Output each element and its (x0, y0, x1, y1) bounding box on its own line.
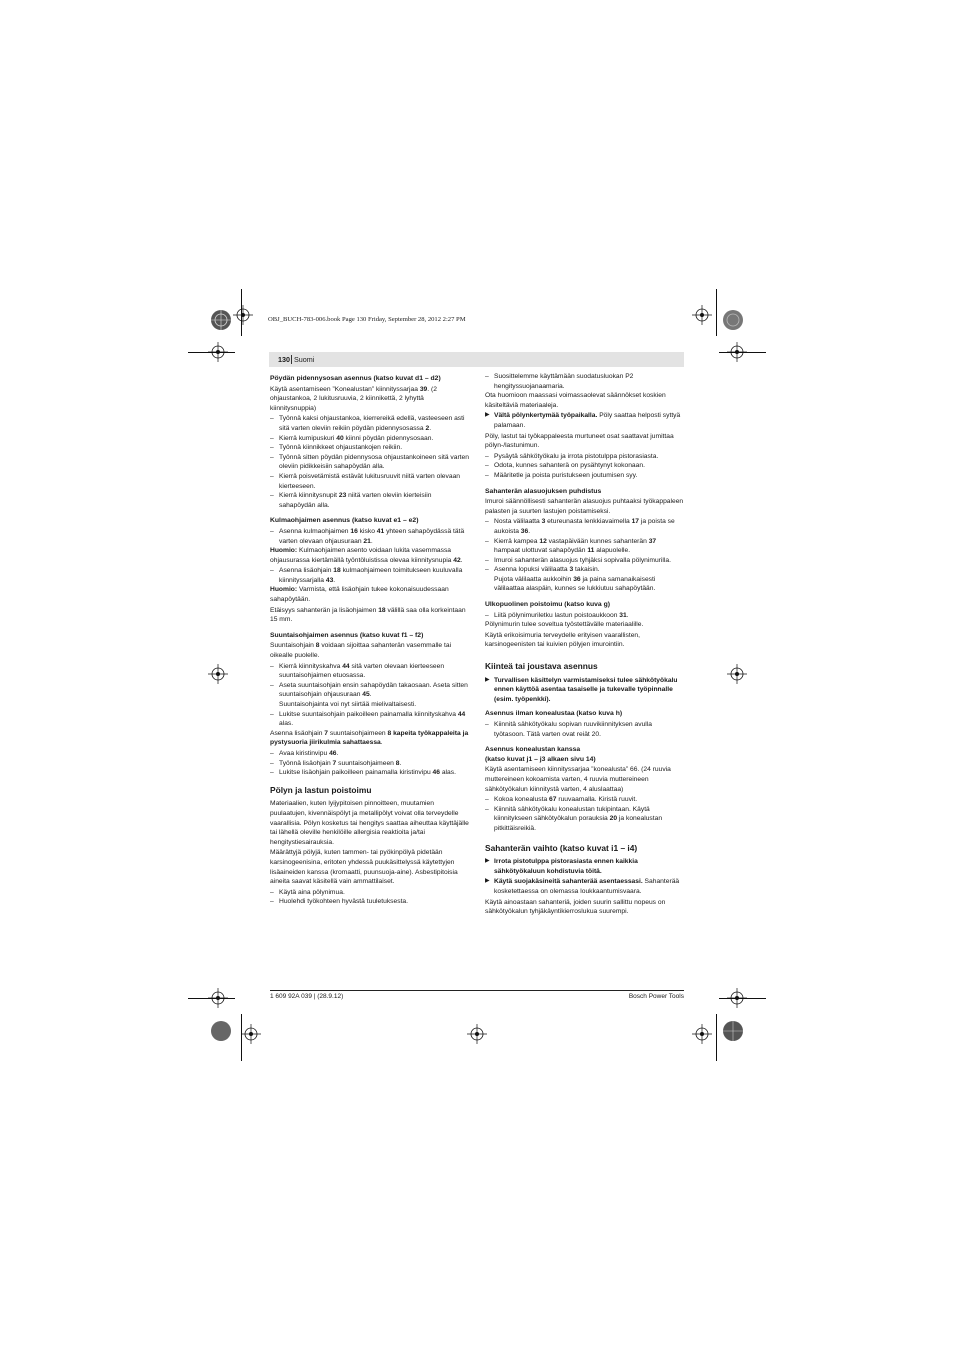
warning-arrow-icon: ▶ (485, 412, 490, 419)
paragraph: Imuroi säännöllisesti sahanterän alasuojus puhtaaksi työkappaleen palasten ja suurten lastujen poistamiseksi. (485, 498, 684, 515)
list-item: – Kiinnitä sähkötyökalu sopivan ruuvikiinnityksen avulla työtasoon. Tätä varten ovat reiät 20. (485, 721, 652, 738)
section-heading: Asennus konealustan kanssa (485, 746, 581, 754)
section-heading: Suuntaisohjaimen asennus (katso kuvat f1 – f2) (270, 631, 424, 639)
crosshair-mark-icon (208, 342, 228, 362)
section-heading: Pöydän pidennysosan asennus (katso kuvat d1 – d2) (270, 375, 441, 382)
warning-item: ▶ Turvallisen käsittelyn varmistamiseksi tulee sähkötyökalu ennen käyttöä asentaa tasaiselle ja tukevalle työpinnalle (esim. työpenkki). (485, 676, 678, 703)
section-heading: Asennus ilman konealustaa (katso kuva h) (485, 710, 623, 718)
section-title: Pölyn ja lastun poistoimu (270, 784, 372, 795)
crosshair-mark-icon (692, 1024, 712, 1044)
list-item: – Pysäytä sähkötyökalu ja irrota pistotulppa pistorasiasta. (485, 452, 659, 460)
warning-item: ▶ Käytä suojakäsineitä sahanterää asentaessasi. Sahanterää kosketettaessa on olemassa loukkaantumisvaara. (485, 878, 680, 895)
crosshair-mark-icon (692, 305, 712, 325)
list-item: – Kierrä kiinnitysnupit 23 niitä varten oleviin kierteisiin sahapöydän alla. (270, 492, 432, 509)
warning-item: ▶ Vältä pölynkertymää työpaikalla. Pöly saattaa helposti syttyä palamaan. (485, 412, 681, 429)
list-item: – Kierrä kumipuskuri 40 kiinni pöydän pidennysosaan. (270, 434, 434, 442)
crosshair-mark-icon (727, 664, 747, 684)
list-item: – Asenna lisäohjain 18 kulmaohjaimeen toimitukseen kuuluvalla kiinnityssarjalla 43. (270, 567, 463, 584)
list-item: – Avaa kiristinvipu 46. (270, 749, 339, 757)
note: Huomio: Kulmaohjaimen asento voidaan lukita vasemmassa ohjausurassa kiertämällä työntöluistissa olevaa kiinnitysnupia 42. (270, 547, 463, 564)
left-column (270, 372, 469, 907)
paragraph: Suuntaisohjain 8 voidaan sijoittaa sahanterän vasemmalle tai oikealle puolelle. (270, 642, 452, 660)
list-item: – Kierrä kiinnityskahva 44 sitä varten olevaan kierteeseen suuntaisohjaimen etuosassa. (270, 662, 445, 680)
footer-brand: Bosch Power Tools (628, 993, 684, 1000)
list-item: – Kiinnitä sähkötyökalu konealustan tukipintaan. Käytä kiinnitykseen sähkötyökalun porauksia 20 ja konealustan pitkittäisreikiä. (485, 805, 663, 832)
list-item: – Työnnä sitten pöydän pidennysosa ohjaustankoineen sitä varten oleviin pidikkeisiin sahapöydän alla. (270, 453, 469, 471)
header-divider (291, 355, 292, 364)
paragraph: Etäisyys sahanterän ja lisäohjaimen 18 välillä saa olla korkeintaan 15 mm. (270, 606, 466, 624)
list-item: – Odota, kunnes sahanterä on pysähtynyt kokonaan. (485, 462, 645, 470)
paragraph: Määrättyjä pölyjä, kuten tammen- tai pyökinpölyä pidetään karsinogeenisina, eritoten yhdessä puukäsittelyssä käytettyjen lisäaineiden kanssa (kromaatti, puunsuoja-aine). Asbestipitoisia aineita saavat käsitellä vain ammattilaiset. (270, 849, 458, 886)
section-heading: Sahanterän alasuojuksen puhdistus (485, 487, 602, 495)
note: Huomio: Varmista, että lisäohjain tukee kokonaisuudessaan sahapöytään. (270, 586, 449, 604)
paragraph: Asenna lisäohjain 7 suuntaisohjaimeen 8 kapeita työkappaleita ja pystysuoria jiirikulmia sahattaessa. (270, 729, 469, 747)
paragraph: Käytä asentamiseen kiinnityssarjaa ”konealusta” 66. (24 ruuvia muttereineen kokoamista varten, 4 ruuvia muttereineen sähkötyökalun kiinnitystä varten, 4 aluslaattaa) (485, 766, 671, 793)
page-number: 130 (278, 355, 290, 364)
list-item: – Lukitse lisäohjain paikoilleen painamalla kiristinvipu 46 alas. (270, 769, 456, 777)
list-item: – Määritetle ja poista puristukseen joutumisen syy. (485, 471, 638, 479)
section-heading: Kulmaohjaimen asennus (katso kuvat e1 – e2) (270, 517, 419, 525)
registration-mark-icon (720, 307, 746, 333)
paragraph: Pöly, lastut tai työkappaleesta murtuneet osat saattavat jumittaa pölyn-/lastunimun. (485, 432, 674, 450)
right-column (485, 372, 684, 918)
list-item: – Aseta suuntaisohjain ensin sahapöydän takaosaan. Aseta sitten suuntaisohjain ohjausuraan 45. Suuntaisohjainta voi nyt siirtää mielivaltaisesti. (270, 681, 468, 708)
list-item: – Imuroi sahanterän alasuojus tyhjäksi sopivalla pölynimurilla. (485, 556, 671, 564)
list-item: – Nosta välilaatta 3 etureunasta lenkkiavaimella 17 ja poista se aukoista 36. (485, 518, 675, 535)
warning-arrow-icon: ▶ (485, 878, 490, 885)
paragraph: Materiaalien, kuten lyijypitoisen pinnoitteen, muutamien puulaatujen, kivennäispölyt ja metallipölyt voivat olla terveydelle vaarallisia. Pölyn kosketus tai hengitys saattaa aiheuttaa käyttäjälle tai lähellä oleville henkilöille allergisia reaktioita ja/tai hengitystiesairauksia. (270, 800, 469, 846)
crosshair-mark-icon (208, 664, 228, 684)
section-title: Kiinteä tai joustava asennus (485, 661, 598, 672)
section-heading: (katso kuvat j1 – j3 alkaen sivu 14) (485, 755, 596, 763)
crosshair-mark-icon (241, 1024, 261, 1044)
registration-mark-icon (720, 1018, 746, 1044)
list-item: – Asenna lopuksi välilaatta 3 takaisin. Pujota välilaatta aukkoihin 36 ja paina samanaikaisesti välilaattaa alaspäin, kunnes se lukkiutuu sahapöytään. (485, 566, 656, 593)
warning-item: ▶ Irrota pistotulppa pistorasiasta ennen kaikkia sähkötyökaluun kohdistuvia töitä. (485, 858, 638, 875)
section-heading: Ulkopuolinen poistoimu (katso kuva g) (485, 601, 610, 609)
list-item: – Kierrä poisvetämistä estävät lukitusruuvit niitä varten olevaan kierteeseen. (270, 472, 461, 490)
list-item: – Työnnä lisäohjain 7 suuntaisohjaimeen 8. (270, 759, 402, 767)
paragraph: Pölynimurin tulee soveltua työstettävälle materiaalille. (485, 621, 644, 629)
warning-arrow-icon: ▶ (485, 858, 490, 865)
crosshair-mark-icon (727, 342, 747, 362)
crosshair-mark-icon (467, 1024, 487, 1044)
list-item: – Työnnä kaksi ohjaustankoa, kierrereikä edellä, vasteeseen asti sitä varten oleviin reikiin pöydän pidennysosassa 2. (270, 415, 465, 432)
registration-mark-icon (208, 1018, 234, 1044)
list-item: – Lukitse suuntaisohjain paikoilleen painamalla kiinnityskahva 44 alas. (270, 710, 466, 728)
warning-arrow-icon: ▶ (485, 676, 490, 683)
paragraph: Käytä ainoastaan sahanteriä, joiden suurin sallittu nopeus on sähkötyökalun tyhjäkäyntikierroslukua suurempi. (485, 898, 666, 916)
paragraph: Ota huomioon maassasi voimassaolevat säännökset koskien käsiteltäviä materiaaleja. (485, 392, 666, 409)
list-item: – Suosittelemme käyttämään suodatusluokan P2 hengityssuojanaamaria. (485, 373, 634, 390)
page-header (269, 352, 684, 367)
language-label: Suomi (294, 355, 315, 364)
list-item: – Huolehdi työkohteen hyvästä tuuletuksesta. (270, 898, 409, 906)
section-title: Sahanterän vaihto (katso kuvat i1 – i4) (485, 842, 638, 853)
list-item: – Kierrä kampea 12 vastapäivään kunnes sahanterän 37 hampaat ulottuvat sahapöydän 11 alapuolelle. (485, 537, 657, 555)
list-item: – Käytä aina pölynimua. (270, 888, 345, 896)
footer-doc-number: 1 609 92A 039 | (28.9.12) (270, 993, 344, 1000)
crosshair-mark-icon (208, 988, 228, 1008)
registration-mark-icon (208, 307, 234, 333)
crosshair-mark-icon (233, 305, 253, 325)
paragraph: Käytä erikoisimuria terveydelle erityisen vaarallisten, karsinogeenisten tai kuivien pölyjen imurointiin. (485, 631, 640, 649)
list-item: – Työnnä kiinnikkeet ohjaustankojen reikiin. (270, 444, 403, 452)
footer-rule (270, 990, 684, 991)
list-item: – Liitä pölynimuriletku lastun poistoaukkoon 31. (485, 611, 629, 619)
crosshair-mark-icon (727, 988, 747, 1008)
print-slug: OBJ_BUCH-783-006.book Page 130 Friday, September 28, 2012 2:27 PM (268, 316, 466, 323)
list-item: – Kokoa konealusta 67 ruuvaamalla. Kiristä ruuvit. (485, 796, 638, 804)
list-item: – Asenna kulmaohjaimen 16 kisko 41 yhteen sahapöydässä tätä varten olevaan ohjausuraan 21. (270, 527, 465, 545)
paragraph: Käytä asentamiseen ”Konealustan” kiinnityssarjaa 39. (2 ohjaustankoa, 2 lukitusruuvia, 2 kiinnikettä, 2 lyhyttä kiinnitysnuppia) (270, 385, 437, 412)
